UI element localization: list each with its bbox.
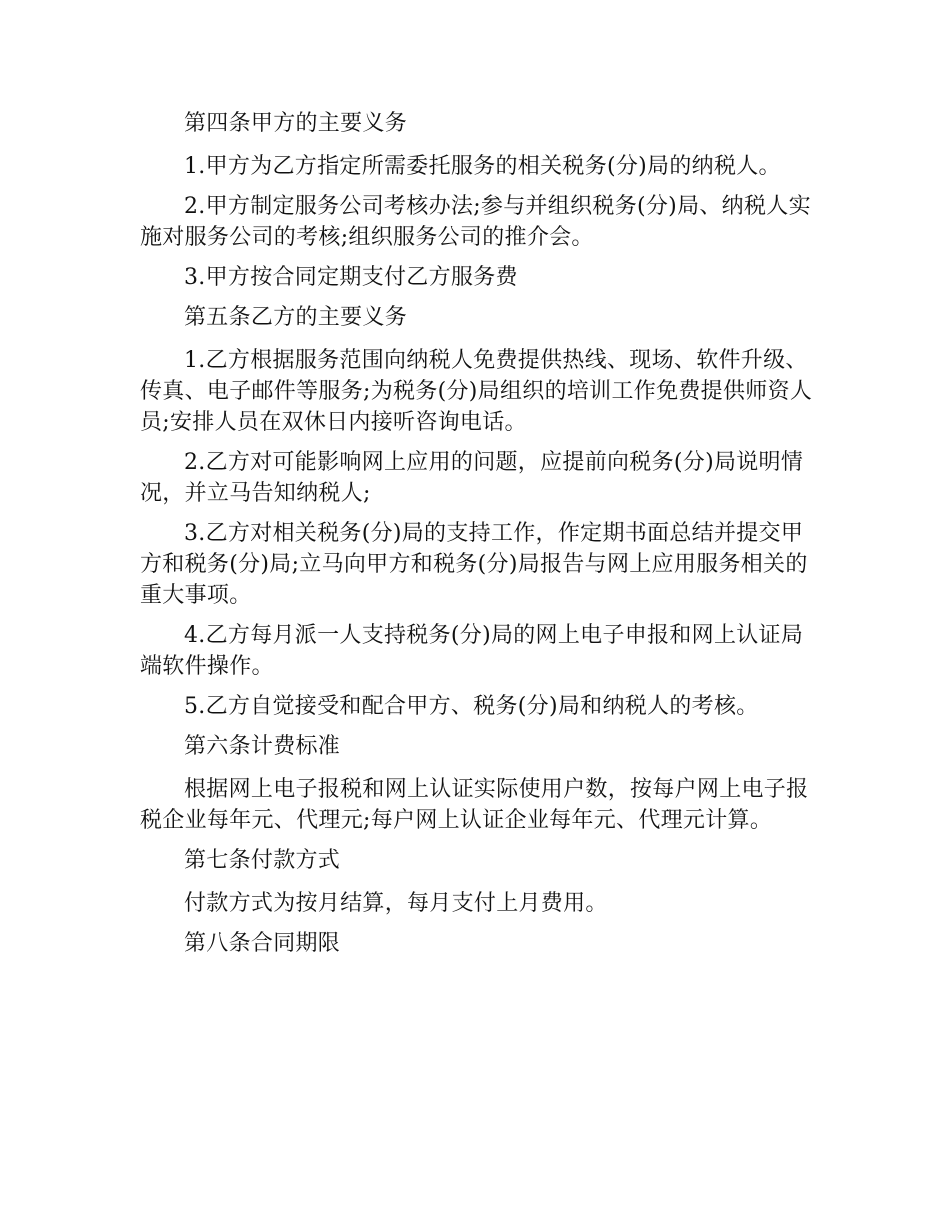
- article-4-clause-2: 2.甲方制定服务公司考核办法;参与并组织税务(分)局、纳税人实施对服务公司的考核;组织服务公司的推介会。: [140, 194, 811, 250]
- article-5-clause-3: 3.乙方对相关税务(分)局的支持工作，作定期书面总结并提交甲方和税务(分)局;立马向甲方和税务(分)局报告与网上应用服务相关的重大事项。: [140, 521, 808, 608]
- article-6-body: 根据网上电子报税和网上认证实际使用户数，按每户网上电子报税企业每年元、代理元;每户网上认证企业每年元、代理元计算。: [140, 777, 809, 833]
- article-7-heading: 第七条付款方式: [184, 848, 341, 873]
- article-6-heading: 第六条计费标准: [184, 734, 341, 759]
- article-5-heading: 第五条乙方的主要义务: [184, 305, 408, 330]
- article-8-heading: 第八条合同期限: [184, 931, 341, 956]
- article-4-clause-3: 3.甲方按合同定期支付乙方服务费: [184, 265, 518, 290]
- article-5-clause-1: 1.乙方根据服务范围向纳税人免费提供热线、现场、软件升级、传真、电子邮件等服务;为税务(分)局组织的培训工作免费提供师资人员;安排人员在双休日内接听咨询电话。: [140, 348, 813, 435]
- article-4-heading: 第四条甲方的主要义务: [184, 111, 408, 136]
- article-5-clause-2: 2.乙方对可能影响网上应用的问题，应提前向税务(分)局说明情况，并立马告知纳税人;: [140, 450, 804, 506]
- article-7-body: 付款方式为按月结算，每月支付上月费用。: [184, 891, 608, 916]
- article-5-clause-4: 4.乙方每月派一人支持税务(分)局的网上电子申报和网上认证局端软件操作。: [140, 623, 804, 679]
- article-4-clause-1: 1.甲方为乙方指定所需委托服务的相关税务(分)局的纳税人。: [184, 154, 781, 179]
- document-page: [140, 108, 820, 971]
- article-5-clause-5: 5.乙方自觉接受和配合甲方、税务(分)局和纳税人的考核。: [184, 694, 759, 719]
